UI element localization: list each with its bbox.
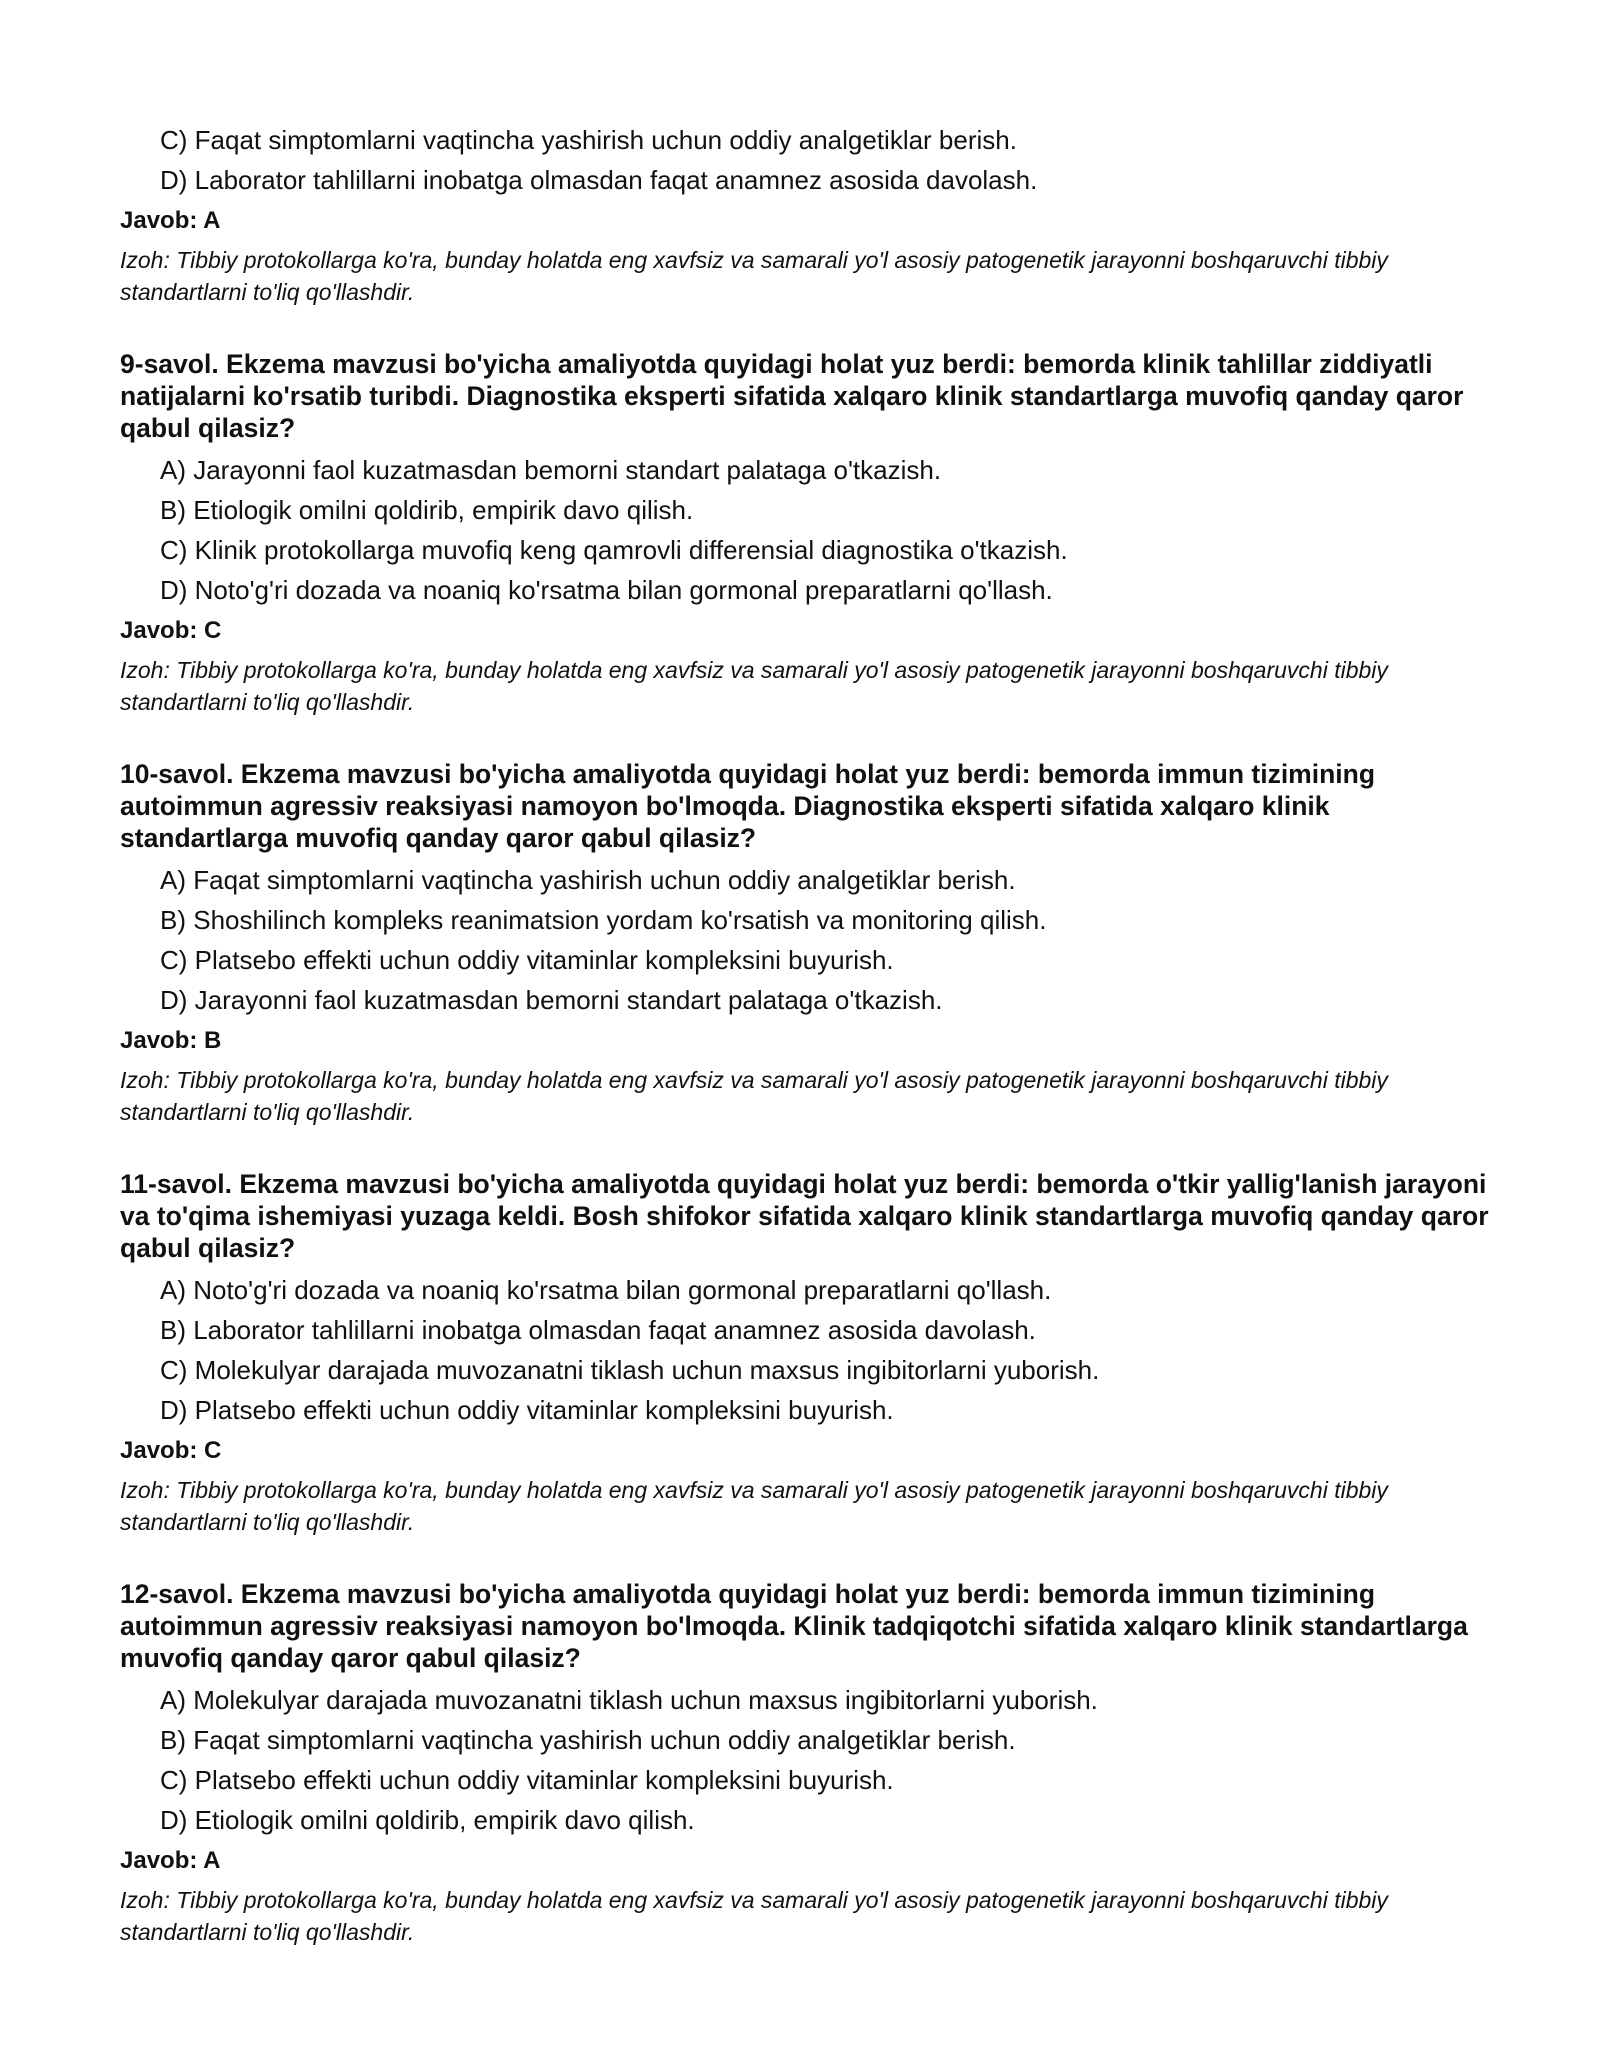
option-c: C) Faqat simptomlarni vaqtincha yashirish uchun oddiy analgetiklar berish. [160, 125, 1017, 155]
question-title: 9-savol. Ekzema mavzusi bo'yicha amaliyotda quyidagi holat yuz berdi: bemorda klinik tahlillar ziddiyatli natijalarni ko'rsatib turibdi. Diagnostika eksperti sifatida xalqaro klinik standartlarga muvofiq qanday qaror qabul qilasiz? [120, 349, 1464, 443]
option-b: B) Etiologik omilni qoldirib, empirik davo qilish. [160, 495, 694, 525]
option-a: A) Noto'g'ri dozada va noaniq ko'rsatma bilan gormonal preparatlarni qo'llash. [160, 1275, 1052, 1305]
option-a: A) Jarayonni faol kuzatmasdan bemorni standart palataga o'tkazish. [160, 455, 942, 485]
question-title: 12-savol. Ekzema mavzusi bo'yicha amaliyotda quyidagi holat yuz berdi: bemorda immun tizimining autoimmun agressiv reaksiyasi namoyon bo'lmoqda. Klinik tadqiqotchi sifatida xalqaro klinik standartlarga muvofiq qanday qaror qabul qilasiz? [120, 1579, 1468, 1673]
explanation-note: Izoh: Tibbiy protokollarga ko'ra, bunday holatda eng xavfsiz va samarali yo'l asosiy patogenetik jarayonni boshqaruvchi tibbiy standartlarni to'liq qo'llashdir. [120, 1067, 1388, 1125]
question-8-continuation [120, 120, 1500, 308]
option-c: C) Molekulyar darajada muvozanatni tiklash uchun maxsus ingibitorlarni yuborish. [160, 1355, 1100, 1385]
answer-options [120, 1270, 1500, 1430]
question-10 [120, 758, 1500, 1128]
explanation-note: Izoh: Tibbiy protokollarga ko'ra, bunday holatda eng xavfsiz va samarali yo'l asosiy patogenetik jarayonni boshqaruvchi tibbiy standartlarni to'liq qo'llashdir. [120, 247, 1388, 305]
option-c: C) Platsebo effekti uchun oddiy vitaminlar kompleksini buyurish. [160, 1765, 894, 1795]
answer-options [120, 120, 1500, 200]
option-d: D) Jarayonni faol kuzatmasdan bemorni standart palataga o'tkazish. [160, 985, 943, 1015]
answer-key: Javob: A [120, 1847, 221, 1874]
answer-key: Javob: B [120, 1027, 222, 1054]
option-d: D) Laborator tahlillarni inobatga olmasdan faqat anamnez asosida davolash. [160, 165, 1038, 195]
explanation-note: Izoh: Tibbiy protokollarga ko'ra, bunday holatda eng xavfsiz va samarali yo'l asosiy patogenetik jarayonni boshqaruvchi tibbiy standartlarni to'liq qo'llashdir. [120, 1887, 1388, 1945]
option-c: C) Klinik protokollarga muvofiq keng qamrovli differensial diagnostika o'tkazish. [160, 535, 1068, 565]
option-a: A) Faqat simptomlarni vaqtincha yashirish uchun oddiy analgetiklar berish. [160, 865, 1016, 895]
explanation-note: Izoh: Tibbiy protokollarga ko'ra, bunday holatda eng xavfsiz va samarali yo'l asosiy patogenetik jarayonni boshqaruvchi tibbiy standartlarni to'liq qo'llashdir. [120, 1477, 1388, 1535]
answer-key: Javob: A [120, 207, 221, 234]
answer-options [120, 860, 1500, 1020]
answer-key: Javob: C [120, 617, 222, 644]
option-b: B) Faqat simptomlarni vaqtincha yashirish uchun oddiy analgetiklar berish. [160, 1725, 1016, 1755]
option-c: C) Platsebo effekti uchun oddiy vitaminlar kompleksini buyurish. [160, 945, 894, 975]
option-d: D) Noto'g'ri dozada va noaniq ko'rsatma bilan gormonal preparatlarni qo'llash. [160, 575, 1053, 605]
question-title: 11-savol. Ekzema mavzusi bo'yicha amaliyotda quyidagi holat yuz berdi: bemorda o'tkir yallig'lanish jarayoni va to'qima ishemiyasi yuzaga keldi. Bosh shifokor sifatida xalqaro klinik standartlarga muvofiq qanday qaror qabul qilasiz? [120, 1169, 1489, 1263]
option-d: D) Etiologik omilni qoldirib, empirik davo qilish. [160, 1805, 695, 1835]
question-title: 10-savol. Ekzema mavzusi bo'yicha amaliyotda quyidagi holat yuz berdi: bemorda immun tizimining autoimmun agressiv reaksiyasi namoyon bo'lmoqda. Diagnostika eksperti sifatida xalqaro klinik standartlarga muvofiq qanday qaror qabul qilasiz? [120, 759, 1376, 853]
question-9 [120, 348, 1500, 718]
explanation-note: Izoh: Tibbiy protokollarga ko'ra, bunday holatda eng xavfsiz va samarali yo'l asosiy patogenetik jarayonni boshqaruvchi tibbiy standartlarni to'liq qo'llashdir. [120, 657, 1388, 715]
answer-key: Javob: C [120, 1437, 222, 1464]
option-a: A) Molekulyar darajada muvozanatni tiklash uchun maxsus ingibitorlarni yuborish. [160, 1685, 1098, 1715]
answer-options [120, 450, 1500, 610]
option-d: D) Platsebo effekti uchun oddiy vitaminlar kompleksini buyurish. [160, 1395, 894, 1425]
option-b: B) Shoshilinch kompleks reanimatsion yordam ko'rsatish va monitoring qilish. [160, 905, 1047, 935]
question-11 [120, 1168, 1500, 1538]
answer-options [120, 1680, 1500, 1840]
document-page [120, 120, 1500, 1948]
option-b: B) Laborator tahlillarni inobatga olmasdan faqat anamnez asosida davolash. [160, 1315, 1036, 1345]
question-12 [120, 1578, 1500, 1948]
